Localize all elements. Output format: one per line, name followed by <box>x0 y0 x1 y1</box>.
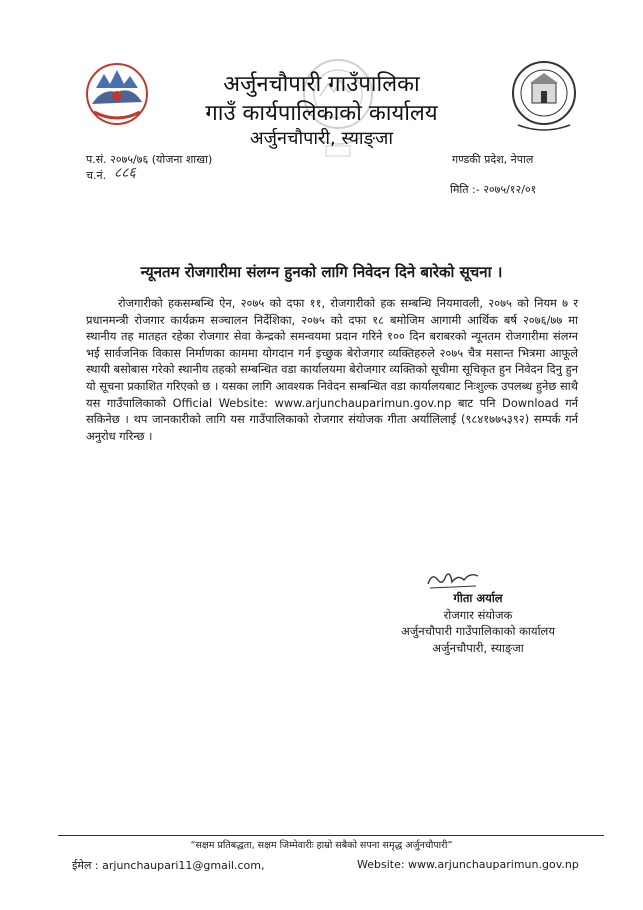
dispatch-label: च.नं. <box>86 169 107 182</box>
footer-email: ईमेल : arjunchaupari11@gmail.com, <box>72 859 265 872</box>
footer-divider <box>58 835 604 836</box>
reference-number: प.सं. २०७५/७६ (योजना शाखा) <box>86 153 213 166</box>
notice-body: रोजगारीको हकसम्बन्धि ऐन, २०७५ को दफा ११, रोजगारीको हक सम्बन्धि नियमावली, २०७५ को नियम ७ र प्रधानमन्त्री रोजगार कार्यक्रम सञ्चालन निर्देशिका, २०७५ को दफा १८ बमोजिम आगामी आर्थिक बर्ष २०७६/७७ मा स्थानीय तह मातहत रहेका रोजगार सेवा केन्द्रको समन्वयमा प्रदान गरिने १०० दिन बराबरको न्यूनतम रोजगारीमा संलग्न भई सार्वजनिक विकास निर्माणका काममा योगदान गर्न इच्छुक बेरोजगार व्यक्तिहरुले २०७५ चैत्र मसान्त भित्रमा आफूले स्थायी बसोबास गरेको स्थानीय तहको सम्बन्धित वडा कार्यालयमा बेरोजगार व्यक्तिको सूचीमा सूचिकृत हुन निवेदन दिनु हुन यो सूचना प्रकाशित गरिएको छ । यसका लागि आवश्यक निवेदन सम्बन्धित वडा कार्यालयबाट निःशुल्क उपलब्ध हुनेछ साथै यस गाउँपालिकाको Official Website: www.arjunchauparimun.gov.np बाट पनि Download गर्न सकिनेछ । थप जानकारीको लागि यस गाउँपालिकाको रोजगार संयोजक गीता अर्यालिलाई (९८४१७७५३९२) सम्पर्क गर्न अनुरोध गरिन्छ । <box>86 296 578 443</box>
province-label: गण्डकी प्रदेश, नेपाल <box>452 153 534 166</box>
signatory-office: अर्जुनचौपारी गाउँपालिकाको कार्यालय <box>400 624 556 638</box>
footer-website: Website: www.arjunchauparimun.gov.np <box>357 858 579 871</box>
signatory-address: अर्जुनचौपारी, स्याङ्जा <box>432 640 524 655</box>
signature-block <box>368 590 588 656</box>
signature-icon <box>424 566 484 592</box>
notice-subject: न्यूनतम रोजगारीमा संलग्न हुनको लागि निवेदन दिने बारेको सूचना । <box>140 263 503 281</box>
office-subtitle: गाउँ कार्यपालिकाको कार्यालय <box>205 101 438 126</box>
signatory-designation: रोजगार संयोजक <box>443 607 513 622</box>
dispatch-number: ८८६ <box>114 165 136 181</box>
signatory-name: गीता अर्याल <box>453 591 503 605</box>
letter-date: मिति :- २०७५/१२/०१ <box>450 183 537 196</box>
office-title: अर्जुनचौपारी गाउँपालिका <box>223 72 420 97</box>
footer-motto: “सक्षम प्रतिबद्धता, सक्षम जिम्मेवारीः हाम्रो सबैको सपना समृद्ध अर्जुनचौपारी” <box>190 840 453 851</box>
office-address: अर्जुनचौपारी, स्याङ्जा <box>249 128 394 149</box>
